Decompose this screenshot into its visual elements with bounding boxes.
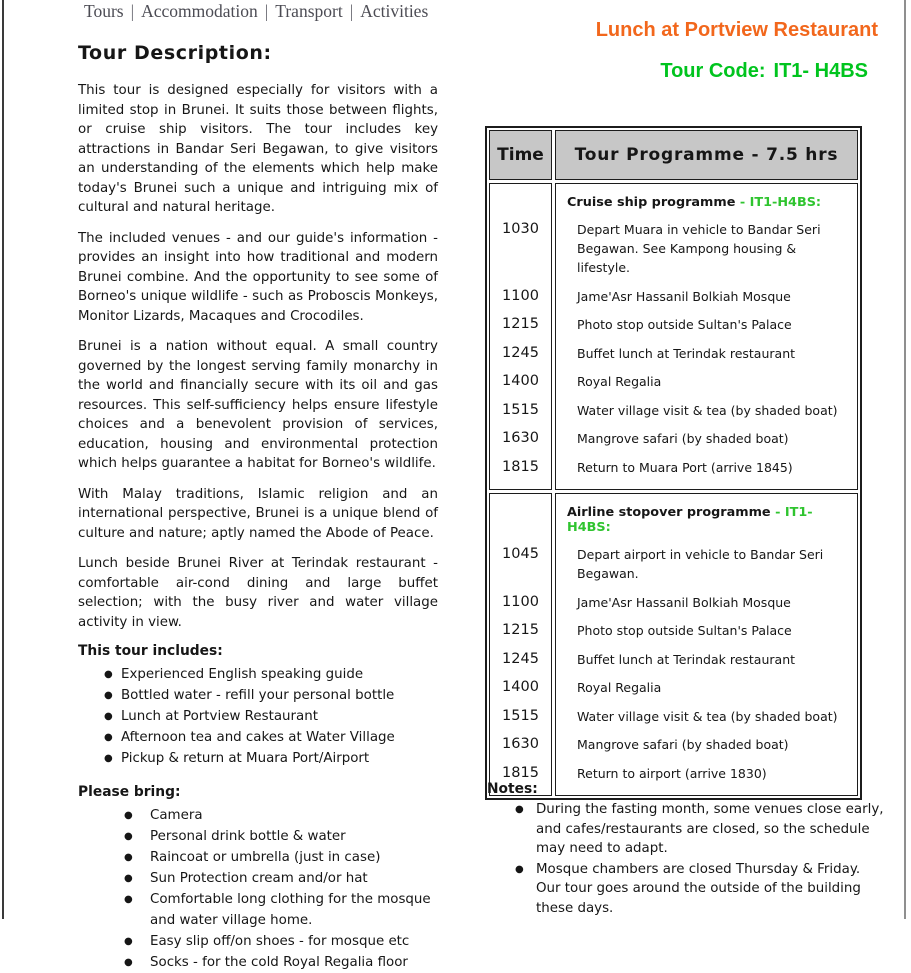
programme-column-header: Tour Programme - 7.5 hrs	[555, 130, 858, 180]
page-left-border	[2, 0, 4, 919]
please-bring-heading: Please bring:	[78, 784, 181, 800]
row-time: 1630	[502, 430, 539, 446]
row-text: Photo stop outside Sultan's Palace	[577, 623, 792, 638]
list-item: ● Pickup & return at Muara Port/Airport	[104, 748, 438, 769]
list-item: ● Bottled water - refill your personal bottle	[104, 685, 438, 706]
row-text: Jame'Asr Hassanil Bolkiah Mosque	[577, 288, 791, 304]
table-row	[489, 593, 858, 612]
row-text: Buffet lunch at Terindak restaurant	[577, 651, 796, 667]
row-time: 1630	[502, 736, 539, 752]
tour-code-value: IT1- H4BS	[773, 60, 868, 82]
tour-description-column	[78, 42, 438, 973]
row-text: Royal Regalia	[577, 680, 662, 695]
list-item: ● Camera	[124, 805, 438, 826]
table-row	[489, 458, 858, 477]
table-header-row	[489, 130, 858, 180]
table-row	[489, 344, 858, 363]
row-text: Return to Muara Port (arrive 1845)	[577, 459, 793, 475]
tour-includes-list	[104, 664, 438, 769]
row-text: Water village visit & tea (by shaded boat)	[577, 708, 838, 724]
row-time: 1815	[502, 458, 539, 475]
section-title	[567, 505, 854, 535]
table-row	[489, 287, 858, 306]
row-time: 1815	[502, 764, 539, 781]
nav-link-accommodation[interactable]: Accommodation	[141, 1, 258, 21]
top-navigation	[84, 1, 428, 22]
row-time: 1515	[502, 707, 539, 724]
table-row	[489, 315, 858, 334]
row-text: Buffet lunch at Terindak restaurant	[577, 345, 796, 361]
list-item: ● Easy slip off/on shoes - for mosque etc	[124, 931, 438, 952]
row-text: Depart airport in vehicle to Bandar Seri Begawan.	[577, 547, 824, 581]
section-title	[567, 195, 854, 210]
row-time: 1400	[502, 679, 539, 695]
nav-separator: |	[349, 1, 354, 21]
note-item: ● Mosque chambers are closed Thursday & Friday. Our tour goes around the outside of the building these days.	[515, 860, 885, 919]
please-bring-list	[124, 805, 438, 973]
row-text: Depart Muara in vehicle to Bandar Seri Begawan. See Kampong housing & lifestyle.	[577, 222, 821, 275]
tour-programme-table	[485, 126, 862, 800]
page-right-border	[904, 0, 906, 919]
table-row	[489, 401, 858, 420]
list-item: ● Personal drink bottle & water	[124, 826, 438, 847]
row-text: Jame'Asr Hassanil Bolkiah Mosque	[577, 594, 791, 610]
row-text: Royal Regalia	[577, 374, 662, 389]
notes-heading: Notes:	[487, 781, 538, 797]
description-paragraph: The included venues - and our guide's information - provides an insight into how traditional and modern Brunei combine. And the opportunity to see some of Borneo's unique wildlife - such as Proboscis Monkeys, Monitor Lizards, Macaques and Crocodiles.	[78, 230, 438, 324]
table-row	[489, 735, 858, 754]
nav-link-transport[interactable]: Transport	[275, 1, 343, 21]
list-item: ● Socks - for the cold Royal Regalia floor	[124, 952, 438, 973]
table-row	[489, 545, 858, 583]
row-text: Mangrove safari (by shaded boat)	[577, 737, 789, 752]
notes-section	[487, 777, 885, 919]
description-paragraph: This tour is designed especially for visitors with a limited stop in Brunei. It suits those between flights, or cruise ship visitors. The tour includes key attractions in Bandar Seri Begawan, to give visitors an understanding of the elements which help make today's Brunei such a unique and intriguing mix of cultural and natural heritage.	[78, 83, 438, 215]
table-row	[489, 220, 858, 277]
section-title-code: - IT1-H4BS:	[567, 505, 813, 535]
description-paragraph: Brunei is a nation without equal. A small country governed by the longest serving family monarchy in the world and financially secure with its oil and gas resources. This self-sufficiency helps ensure lifestyle choices and a benevolent provision of services, education, housing and environmental protection which helps guarantee a habitat for Borneo's wildlife.	[78, 339, 438, 471]
nav-link-tours[interactable]: Tours	[84, 1, 124, 21]
table-row	[489, 372, 858, 391]
row-text: Return to airport (arrive 1830)	[577, 765, 767, 781]
table-row	[489, 650, 858, 669]
row-time: 1245	[502, 650, 539, 667]
row-time: 1030	[502, 221, 539, 237]
row-time: 1100	[502, 287, 539, 304]
time-column-header: Time	[489, 130, 552, 180]
row-time: 1215	[502, 316, 539, 332]
list-item: ● Sun Protection cream and/or hat	[124, 868, 438, 889]
row-time: 1045	[502, 546, 539, 562]
row-time: 1215	[502, 622, 539, 638]
row-time: 1245	[502, 344, 539, 361]
table-row	[489, 621, 858, 640]
list-item: ● Afternoon tea and cakes at Water Village	[104, 727, 438, 748]
notes-list	[515, 800, 885, 918]
airline-stopover-section	[489, 493, 858, 796]
page-title: Lunch at Portview Restaurant	[595, 19, 878, 41]
nav-link-activities[interactable]: Activities	[360, 1, 429, 21]
note-item: ● During the fasting month, some venues close early, and cafes/restaurants are closed, so the schedule may need to adapt.	[515, 800, 885, 859]
row-text: Photo stop outside Sultan's Palace	[577, 317, 792, 332]
tour-code	[486, 60, 868, 83]
table-row	[489, 707, 858, 726]
table-row	[489, 678, 858, 697]
section-title-text: Cruise ship programme	[567, 195, 736, 210]
description-paragraph: With Malay traditions, Islamic religion and an international perspective, Brunei is a unique blend of culture and nature; aptly named the Abode of Peace.	[78, 486, 438, 541]
list-item: ● Experienced English speaking guide	[104, 664, 438, 685]
list-item: ● Lunch at Portview Restaurant	[104, 706, 438, 727]
row-time: 1100	[502, 593, 539, 610]
tour-code-label: Tour Code:	[660, 60, 766, 82]
row-text: Water village visit & tea (by shaded boat)	[577, 402, 838, 418]
nav-separator: |	[264, 1, 269, 21]
list-item: ● Comfortable long clothing for the mosque and water village home.	[124, 889, 438, 931]
tour-description-heading: Tour Description:	[78, 42, 272, 64]
list-item: ● Raincoat or umbrella (just in case)	[124, 847, 438, 868]
section-title-text: Airline stopover programme	[567, 505, 771, 520]
tour-includes-heading: This tour includes:	[78, 643, 223, 659]
row-time: 1515	[502, 401, 539, 418]
cruise-ship-section	[489, 183, 858, 490]
row-time: 1400	[502, 373, 539, 389]
table-row	[489, 429, 858, 448]
description-paragraph: Lunch beside Brunei River at Terindak restaurant - comfortable air-cond dining and large buffet selection; with the busy river and water village activity in view.	[78, 556, 438, 630]
section-title-code: - IT1-H4BS:	[739, 195, 822, 210]
row-text: Mangrove safari (by shaded boat)	[577, 431, 789, 446]
nav-separator: |	[130, 1, 135, 21]
